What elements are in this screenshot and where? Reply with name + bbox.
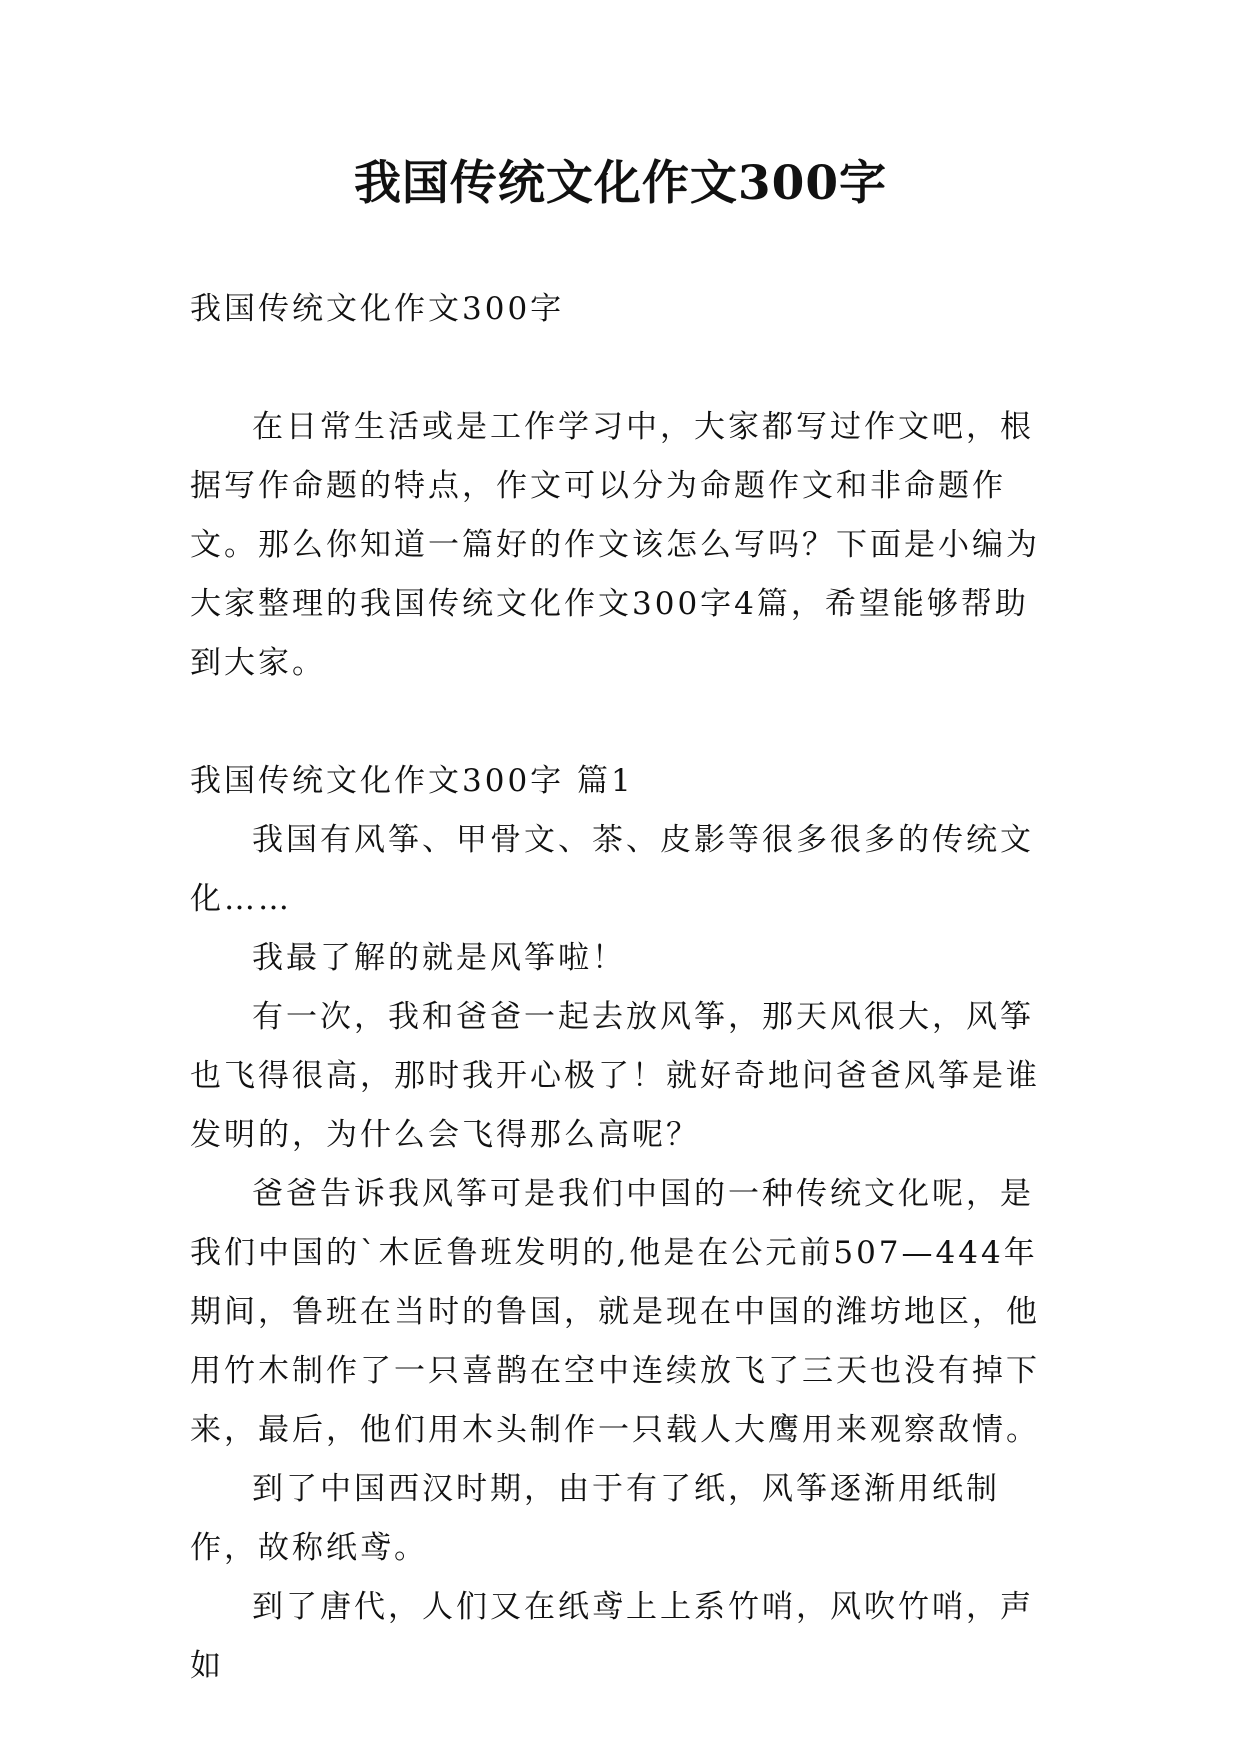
body-paragraph: 到了唐代，人们又在纸鸢上上系竹哨，风吹竹哨，声如 [190, 1589, 1034, 1684]
document-title: 我国传统文化作文300字 [353, 156, 888, 211]
intro-paragraph: 在日常生活或是工作学习中，大家都写过作文吧，根据写作命题的特点，作文可以分为命题作文和非命题作文。那么你知道一篇好的作文该怎么写吗？下面是小编为大家整理的我国传统文化作文300字4篇，希望能够帮助到大家。 [190, 409, 1040, 681]
document-body [190, 280, 1060, 1696]
body-paragraph: 我国有风筝、甲骨文、茶、皮影等很多很多的传统文化…… [190, 822, 1034, 917]
body-paragraph: 爸爸告诉我风筝可是我们中国的一种传统文化呢，是我们中国的`木匠鲁班发明的,他是在公元前507—444年期间，鲁班在当时的鲁国，就是现在中国的潍坊地区，他用竹木制作了一只喜鹊在空中连续放飞了三天也没有掉下来，最后，他们用木头制作一只载人大鹰用来观察敌情。 [190, 1176, 1040, 1448]
section-heading: 我国传统文化作文300字 篇1 [190, 763, 634, 799]
body-paragraph: 有一次，我和爸爸一起去放风筝，那天风很大，风筝也飞得很高，那时我开心极了！就好奇地问爸爸风筝是谁发明的，为什么会飞得那么高呢？ [190, 999, 1040, 1153]
body-paragraph: 到了中国西汉时期，由于有了纸，风筝逐渐用纸制作，故称纸鸢。 [190, 1471, 1000, 1566]
document-subtitle: 我国传统文化作文300字 [190, 291, 565, 327]
body-paragraph: 我最了解的就是风筝啦！ [252, 940, 626, 976]
